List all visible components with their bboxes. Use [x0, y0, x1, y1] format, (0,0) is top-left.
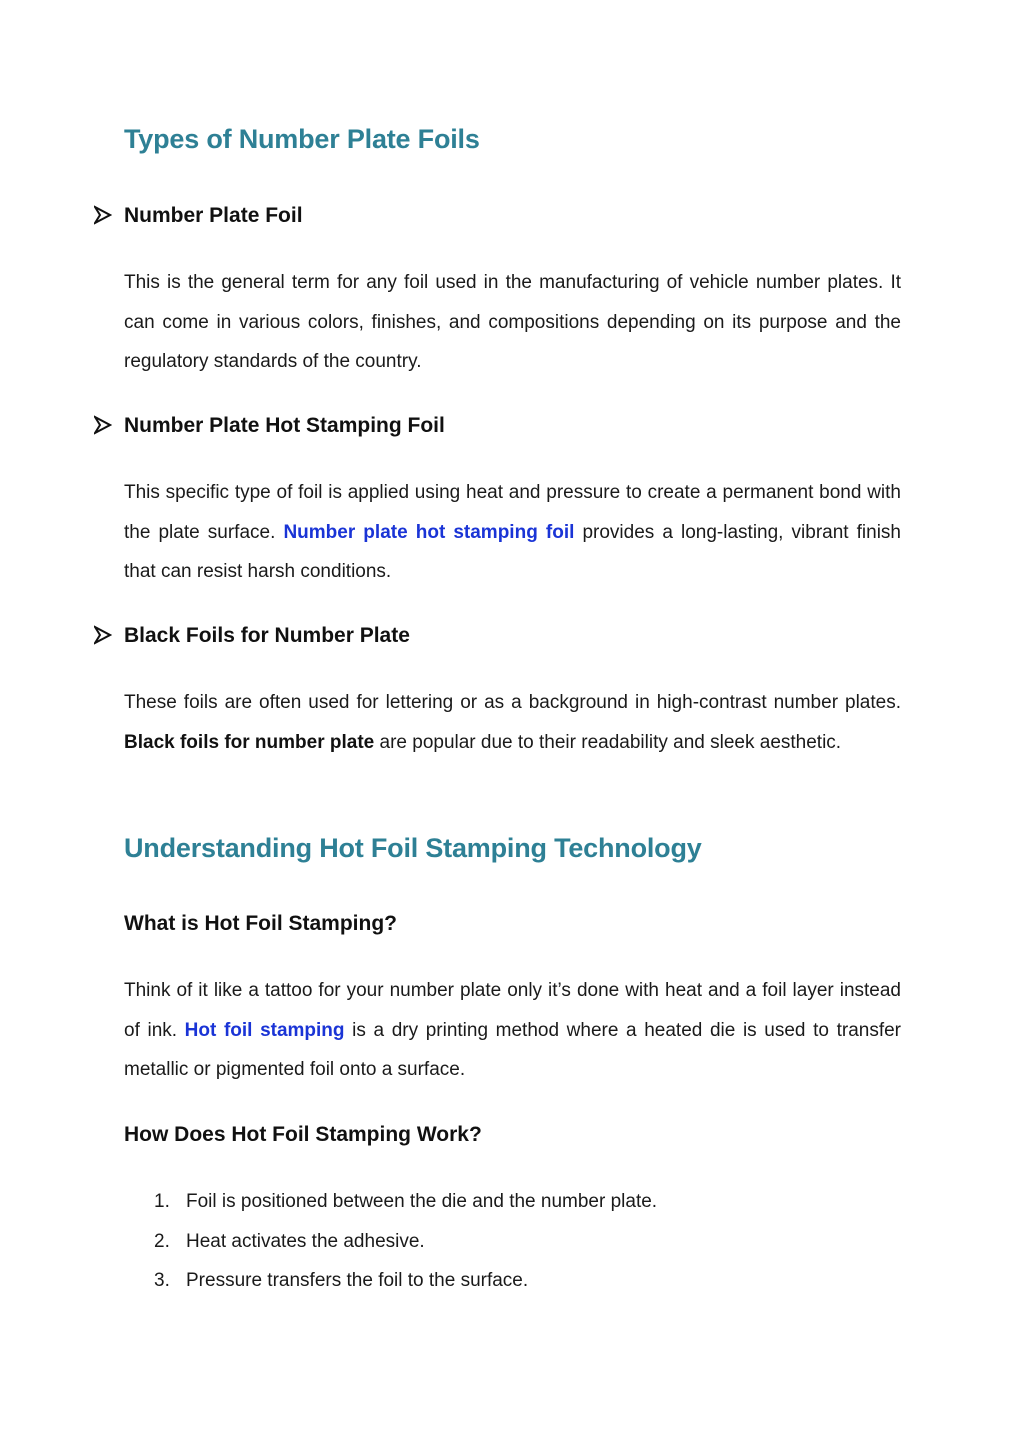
bullet-heading-label: Number Plate Foil — [124, 204, 303, 227]
list-item — [124, 1222, 657, 1262]
paragraph-text: is a dry printing method where a heated die is used to transfer metallic or pigmented foil onto a surface. — [124, 1019, 901, 1080]
bullet-heading-label: Black Foils for Number Plate — [124, 624, 410, 647]
paragraph-number-plate-foil — [124, 263, 901, 382]
arrow-bullet-icon — [94, 625, 112, 645]
paragraph-text: This is the general term for any foil used in the manufacturing of vehicle number plates. It can come in various colors, finishes, and compositions depending on its purpose and the regulatory standards of the country. — [124, 272, 901, 372]
section-title-types: Types of Number Plate Foils — [124, 124, 480, 154]
bullet-heading-number-plate-foil — [124, 204, 303, 228]
paragraph-what-is — [124, 971, 901, 1090]
bullet-heading-label: Number Plate Hot Stamping Foil — [124, 414, 445, 437]
bold-phrase-black-foils: Black foils for number plate — [124, 731, 375, 753]
paragraph-hot-stamping-foil — [124, 473, 901, 592]
list-item — [124, 1182, 657, 1222]
list-number: 3. — [154, 1270, 170, 1291]
paragraph-black-foils — [124, 683, 901, 762]
list-item — [124, 1261, 657, 1301]
bullet-heading-black-foils — [124, 624, 410, 648]
subheading-what-is: What is Hot Foil Stamping? — [124, 912, 397, 935]
arrow-bullet-icon — [94, 415, 112, 435]
subheading-how-does: How Does Hot Foil Stamping Work? — [124, 1123, 482, 1146]
list-number: 2. — [154, 1230, 170, 1252]
section-title-understanding: Understanding Hot Foil Stamping Technology — [124, 833, 702, 863]
list-item-text: Heat activates the adhesive. — [186, 1230, 425, 1252]
link-hot-foil-stamping[interactable]: Hot foil stamping — [184, 1019, 345, 1041]
list-item-text: Foil is positioned between the die and the number plate. — [186, 1191, 658, 1212]
paragraph-text: Think of it like a tattoo for your number plate only it’s done with heat and a foil layer instead of ink. — [124, 980, 901, 1041]
numbered-list-steps — [124, 1182, 657, 1301]
paragraph-text: These foils are often used for lettering or as a background in high-contrast number plates. — [124, 692, 901, 713]
link-number-plate-hot-stamping-foil[interactable]: Number plate hot stamping foil — [283, 521, 575, 543]
arrow-bullet-icon — [94, 205, 112, 225]
paragraph-text: are popular due to their readability and sleek aesthetic. — [374, 731, 842, 753]
paragraph-text: This specific type of foil is applied using heat and pressure to create a permanent bond with the plate surface. — [124, 482, 901, 543]
paragraph-text: provides a long-lasting, vibrant finish that can resist harsh conditions. — [124, 521, 901, 582]
list-item-text: Pressure transfers the foil to the surface. — [186, 1270, 529, 1291]
bullet-heading-hot-stamping-foil — [124, 414, 445, 438]
list-number: 1. — [154, 1191, 170, 1212]
